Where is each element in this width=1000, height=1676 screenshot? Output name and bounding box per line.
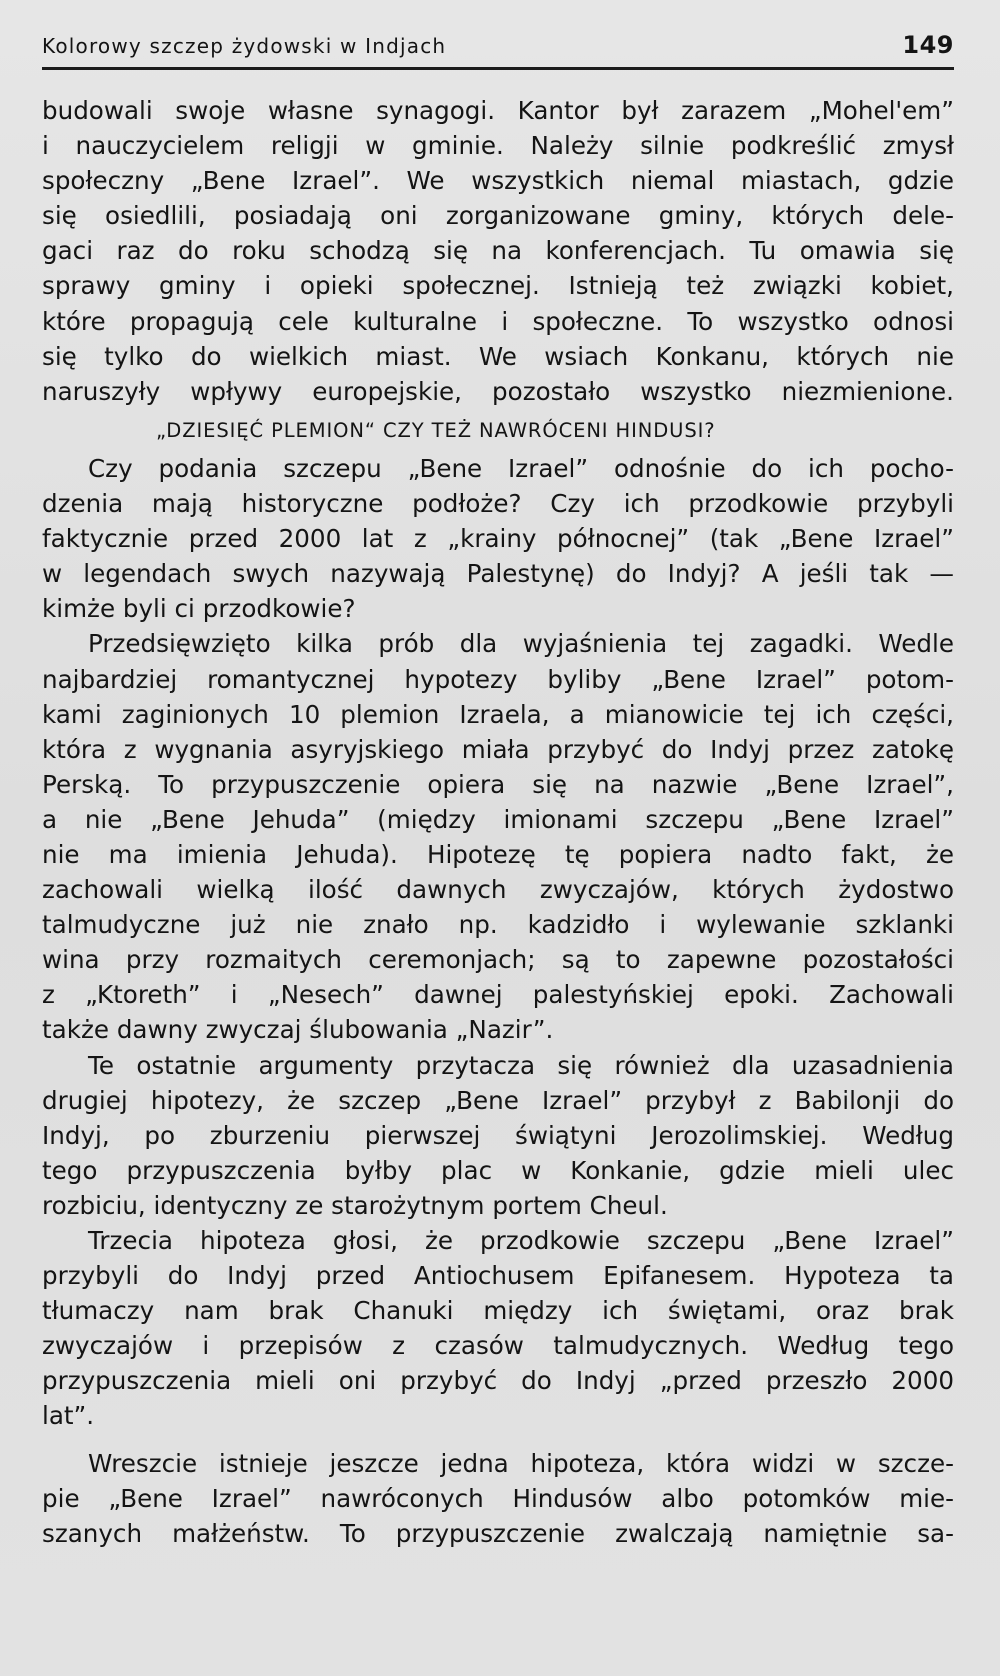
text-line: budowali swoje własne synagogi. Kantor był zarazem „Mohel'em” (42, 96, 954, 125)
text-line: przybyli do Indyj przed Antiochusem Epifanesem. Hypoteza ta (42, 1261, 954, 1291)
running-title: Kolorowy szczep żydowski w Indjach (42, 34, 447, 58)
paragraph-1 (42, 93, 954, 409)
text-line: Indyj, po zburzeniu pierwszej świątyni Jerozolimskiej. Według (42, 1120, 954, 1150)
text-line: naruszyły wpływy europejskie, pozostało wszystko niezmienione. (42, 376, 954, 406)
text-line: z „Ktoreth” i „Nesech” dawnej palestyńskiej epoki. Zachowali (42, 980, 954, 1010)
paragraph-2 (42, 451, 954, 626)
text-line: nie ma imienia Jehuda). Hipotezę tę popiera nadto fakt, że (42, 839, 954, 869)
paragraph-3 (42, 626, 954, 1047)
text-line: szanych małżeństw. To przypuszczenie zwalczają namiętnie sa- (42, 1518, 954, 1548)
text-line: faktycznie przed 2000 lat z „krainy północnej” (tak „Bene Izrael” (42, 524, 954, 554)
text-line: a nie „Bene Jehuda” (między imionami szczepu „Bene Izrael” (42, 804, 954, 834)
text-line: lat”. (42, 1401, 95, 1431)
paragraph-6 (42, 1446, 954, 1551)
text-line: i nauczycielem religji w gminie. Należy silnie podkreślić zmysł (42, 131, 954, 161)
text-line: Te ostatnie argumenty przytacza się również dla uzasadnienia (88, 1050, 954, 1080)
header-rule (42, 67, 954, 70)
text-line: społeczny „Bene Izrael”. We wszystkich niemal miastach, gdzie (42, 166, 954, 196)
text-line: się osiedlili, posiadają oni zorganizowane gminy, których dele- (42, 201, 954, 231)
text-line: Perską. To przypuszczenie opiera się na nazwie „Bene Izrael”, (42, 769, 954, 799)
text-line: zwyczajów i przepisów z czasów talmudycznych. Według tego (42, 1331, 954, 1361)
running-head (42, 28, 954, 68)
text-line: także dawny zwyczaj ślubowania „Nazir”. (42, 1015, 554, 1045)
text-line: przypuszczenia mieli oni przybyć do Indyj „przed przeszło 2000 (42, 1366, 954, 1396)
paragraph-4 (42, 1048, 954, 1223)
text-line: talmudyczne już nie znało np. kadzidło i wylewanie szklanki (42, 910, 954, 940)
text-line: najbardziej romantycznej hypotezy byliby „Bene Izrael” potom- (42, 664, 954, 694)
page-number: 149 (902, 31, 954, 59)
text-line: zachowali wielką ilość dawnych zwyczajów, których żydostwo (42, 875, 954, 905)
section-heading: „DZIESIĘĆ PLEMION“ CZY TEŻ NAWRÓCENI HINDUSI? (156, 418, 716, 442)
text-line: kami zaginionych 10 plemion Izraela, a mianowicie tej ich części, (42, 699, 954, 729)
text-line: wina przy rozmaitych ceremonjach; są to zapewne pozostałości (42, 945, 954, 975)
paragraph-5 (42, 1223, 954, 1434)
text-line: tłumaczy nam brak Chanuki między ich świętami, oraz brak (42, 1296, 954, 1326)
text-line: tego przypuszczenia byłby plac w Konkanie, gdzie mieli ulec (42, 1155, 954, 1185)
text-line: dzenia mają historyczne podłoże? Czy ich przodkowie przybyli (42, 489, 954, 519)
text-line: Przedsięwzięto kilka prób dla wyjaśnienia tej zagadki. Wedle (88, 629, 954, 659)
text-line: która z wygnania asyryjskiego miała przybyć do Indyj przez zatokę (42, 734, 954, 764)
text-line: w legendach swych nazywają Palestynę) do Indyj? A jeśli tak — (42, 559, 954, 589)
text-line: gaci raz do roku schodzą się na konferencjach. Tu omawia się (42, 236, 954, 266)
body-text (42, 93, 954, 1551)
text-line: się tylko do wielkich miast. We wsiach Konkanu, których nie (42, 341, 954, 371)
text-line: Trzecia hipoteza głosi, że przodkowie szczepu „Bene Izrael” (88, 1226, 954, 1255)
text-line: drugiej hipotezy, że szczep „Bene Izrael” przybył z Babilonji do (42, 1085, 954, 1115)
text-line: które propagują cele kulturalne i społeczne. To wszystko odnosi (42, 306, 954, 336)
text-line: kimże byli ci przodkowie? (42, 594, 356, 624)
text-line: rozbiciu, identyczny ze starożytnym portem Cheul. (42, 1190, 668, 1220)
text-line: pie „Bene Izrael” nawróconych Hindusów albo potomków mie- (42, 1483, 954, 1513)
text-line: Wreszcie istnieje jeszcze jedna hipoteza, która widzi w szcze- (88, 1448, 954, 1478)
text-line: sprawy gminy i opieki społecznej. Istnieją też związki kobiet, (42, 271, 954, 301)
text-line: Czy podania szczepu „Bene Izrael” odnośnie do ich pocho- (88, 453, 954, 483)
paragraph-gap (42, 1434, 954, 1446)
